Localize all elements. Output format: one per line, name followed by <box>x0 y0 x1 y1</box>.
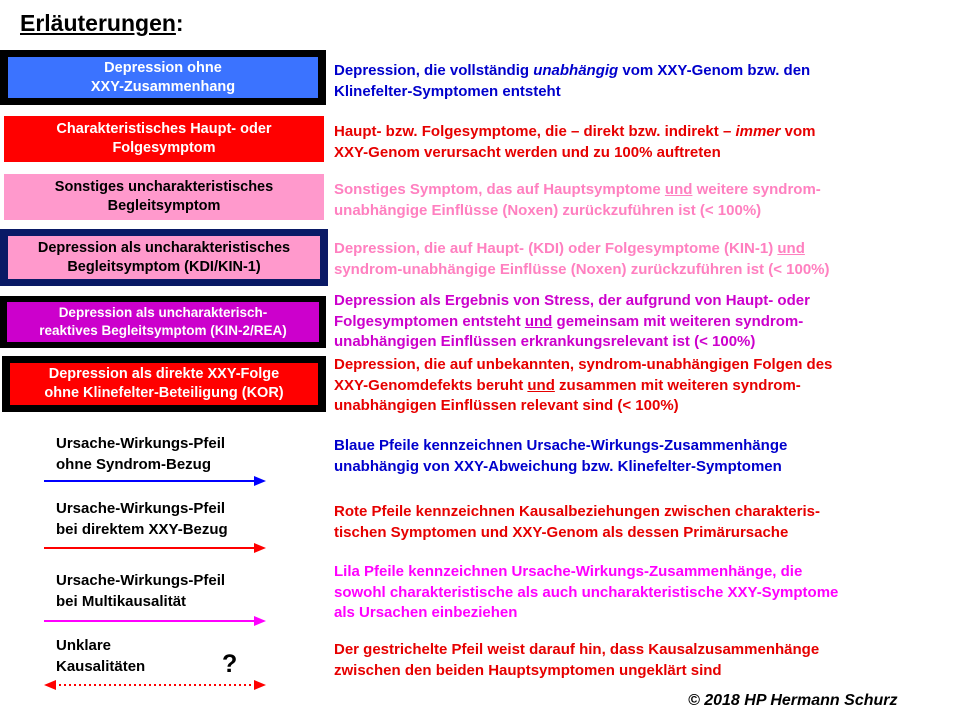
legend-box-line: reaktives Begleitsymptom (KIN-2/REA) <box>39 323 287 338</box>
desc-text: sowohl charakteristische als auch uncharakteristische XXY-Symptome <box>334 583 839 601</box>
legend-box-line: Depression als direkte XXY-Folge <box>48 366 280 382</box>
blue-arrow-icon <box>44 475 268 487</box>
desc-text: zusammen mit weiteren syndrom- <box>554 376 801 394</box>
legend-box-sonstiges-begleitsymptom <box>4 174 324 220</box>
legend-desc-5 <box>334 291 810 353</box>
desc-text: Folgesymptomen entsteht <box>334 312 525 330</box>
legend-box-line: ohne Klinefelter-Beteiligung (KOR) <box>44 385 284 401</box>
desc-text: zwischen den beiden Hauptsymptomen ungeklärt sind <box>334 661 722 679</box>
desc-text: als Ursachen einbeziehen <box>334 604 518 621</box>
question-mark: ? <box>222 650 238 678</box>
desc-text: Rote Pfeile kennzeichnen Kausalbeziehungen zwischen charakteris- <box>334 503 820 520</box>
title-text: Erläuterungen <box>20 10 176 36</box>
arrow-desc-blue <box>334 436 787 477</box>
desc-text: Depression als Ergebnis von Stress, der aufgrund von Haupt- oder <box>334 292 810 309</box>
desc-underline: und <box>777 240 805 257</box>
arrow-label-line: Unklare <box>56 637 112 654</box>
arrow-label-blue <box>56 433 225 475</box>
desc-text: Der gestrichelte Pfeil weist darauf hin, dass Kausalzusammenhänge <box>334 641 820 658</box>
copyright: © 2018 HP Hermann Schurz <box>688 692 898 709</box>
purple-arrow-icon <box>44 615 268 627</box>
arrow-desc-purple <box>334 562 838 624</box>
desc-text: vom XXY-Genom bzw. den <box>618 62 811 79</box>
desc-text: gemeinsam mit weiteren syndrom- <box>552 312 804 330</box>
desc-underline: und <box>527 376 555 394</box>
desc-text: unabhängig von XXY-Abweichung bzw. Klinefelter-Symptomen <box>334 457 782 475</box>
legend-desc-1 <box>334 61 810 102</box>
desc-emphasis: immer <box>735 123 781 140</box>
desc-text: Haupt- bzw. Folgesymptome, die – direkt bzw. indirekt – <box>334 123 736 140</box>
legend-box-line: Charakteristisches Haupt- oder <box>56 121 272 137</box>
desc-text: unabhängigen Einflüssen erkrankungsrelevant ist (< 100%) <box>334 333 756 350</box>
legend-desc-3 <box>334 180 821 221</box>
desc-text: Sonstiges Symptom, das auf Hauptsymptome <box>334 181 665 198</box>
desc-emphasis: unabhängig <box>533 62 619 79</box>
legend-desc-6 <box>334 355 832 417</box>
desc-text: XXY-Genomdefekts beruht <box>334 376 528 394</box>
desc-text: Depression, die auf Haupt- (KDI) oder Folgesymptome (KIN-1) <box>334 240 778 257</box>
title-colon: : <box>175 10 184 36</box>
arrow-label-unclear <box>56 635 145 677</box>
legend-box-line: Depression ohne <box>104 59 222 76</box>
dotted-double-arrow-icon <box>44 678 268 692</box>
arrow-desc-red <box>334 502 820 543</box>
desc-text: unabhängigen Einflüssen relevant sind (< 100%) <box>334 397 679 414</box>
arrow-label-red <box>56 498 228 540</box>
arrow-label-line: Ursache-Wirkungs-Pfeil <box>56 435 226 452</box>
desc-underline: und <box>664 181 693 198</box>
legend-box-line: Depression als uncharakteristisches <box>37 239 291 256</box>
red-arrow-icon <box>44 542 268 554</box>
legend-box-charakteristisches-symptom <box>4 116 324 162</box>
legend-box-line: Depression als uncharakterisch- <box>58 305 268 320</box>
arrow-label-purple <box>56 570 225 612</box>
legend-desc-2 <box>334 122 816 163</box>
arrow-label-line: Kausalitäten <box>56 658 146 675</box>
arrow-label-line: bei direktem XXY-Bezug <box>56 521 228 538</box>
desc-text: XXY-Genom verursacht werden und zu 100% auftreten <box>334 143 721 161</box>
desc-text: tischen Symptomen und XXY-Genom als dessen Primärursache <box>334 523 789 541</box>
legend-box-depression-kor <box>10 363 318 405</box>
legend-box-line: XXY-Zusammenhang <box>90 78 236 95</box>
legend-box-line: Begleitsymptom (KDI/KIN-1) <box>67 258 261 275</box>
desc-text: Blaue Pfeile kennzeichnen Ursache-Wirkungs-Zusammenhänge <box>334 437 788 454</box>
desc-text: syndrom-unabhängige Einflüsse (Noxen) zurückzuführen ist (< 100%) <box>334 260 830 278</box>
arrow-label-line: Ursache-Wirkungs-Pfeil <box>56 500 226 517</box>
legend-desc-4 <box>334 239 830 280</box>
legend-box-depression-ohne-xxy <box>8 57 318 98</box>
legend-box-line: Begleitsymptom <box>107 198 221 214</box>
desc-text: vom <box>780 123 816 140</box>
desc-underline: und <box>524 312 553 330</box>
desc-text: Klinefelter-Symptomen entsteht <box>334 82 561 100</box>
legend-box-line: Folgesymptom <box>112 140 216 156</box>
arrow-label-line: ohne Syndrom-Bezug <box>56 456 212 473</box>
desc-text: Lila Pfeile kennzeichnen Ursache-Wirkungs-Zusammenhänge, die <box>334 563 803 580</box>
arrow-label-line: bei Multikausalität <box>56 593 187 610</box>
legend-box-depression-kin2-rea <box>7 302 319 342</box>
legend-box-depression-kdi-kin1 <box>8 236 320 279</box>
desc-text: Depression, die vollständig <box>334 62 534 79</box>
arrow-label-line: Ursache-Wirkungs-Pfeil <box>56 572 226 589</box>
desc-text: Depression, die auf unbekannten, syndrom-unabhängigen Folgen des <box>334 356 833 373</box>
desc-text: weitere syndrom- <box>692 181 821 198</box>
desc-text: unabhängige Einflüsse (Noxen) zurückzuführen ist (< 100%) <box>334 201 762 219</box>
legend-box-line: Sonstiges uncharakteristisches <box>54 179 274 195</box>
arrow-desc-unclear <box>334 640 819 681</box>
page-title <box>20 10 184 37</box>
